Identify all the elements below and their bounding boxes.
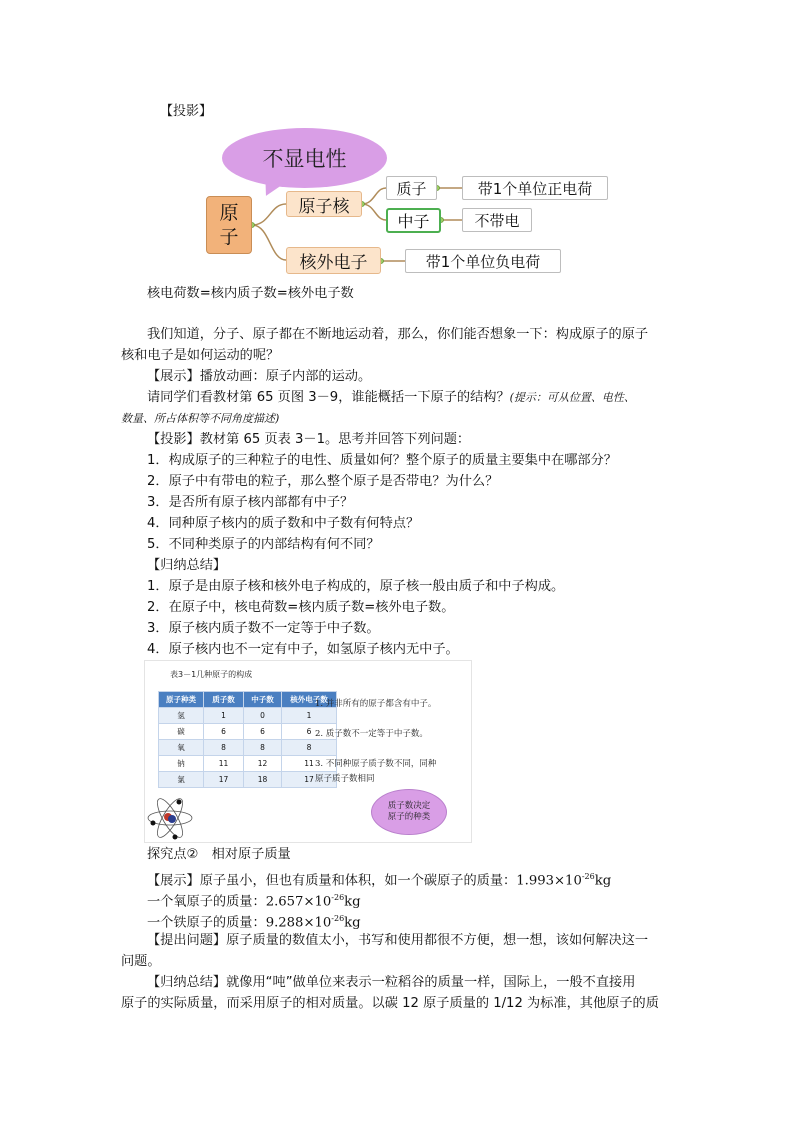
node-neutron-desc: 不带电 [462, 208, 532, 232]
carbon-mass: 1.993×10 [516, 873, 582, 889]
table-cell: 8 [282, 740, 337, 756]
summary-item: 2．在原子中，核电荷数=核内质子数=核外电子数。 [147, 600, 455, 615]
callout-ellipse [371, 789, 447, 835]
callout-line: 原子的种类 [387, 812, 431, 822]
summary2-line: 【归纳总结】就像用“吨”做单位来表示一粒稻谷的质量一样，国际上，一般不直接用 [147, 975, 636, 990]
show-line: 【展示】播放动画：原子内部的运动。 [147, 369, 372, 384]
show2-prefix: 【展示】原子虽小，但也有质量和体积，如一个碳原子的质量： [147, 873, 517, 889]
paragraph-line: 我们知道，分子、原子都在不断地运动着，那么，你们能否想象一下：构成原子的原子 [147, 327, 649, 342]
table-cell: 1 [204, 708, 244, 724]
atom-composition-figure [144, 660, 472, 843]
node-neutron: 中子 [386, 208, 441, 233]
question-line: 问题。 [121, 954, 161, 969]
summary-item: 3．原子核内质子数不一定等于中子数。 [147, 621, 380, 636]
table-header: 原子种类 [159, 692, 204, 708]
table-header: 核外电子数 [282, 692, 337, 708]
connector-root-electron [252, 225, 286, 260]
table-cell: 11 [282, 756, 337, 772]
table-header: 中子数 [244, 692, 282, 708]
table-header-row [159, 692, 337, 708]
node-electron-desc: 带1个单位负电荷 [405, 249, 561, 273]
iron-prefix: 一个铁原子的质量： [147, 915, 266, 931]
iron-mass: 9.288×10 [265, 915, 332, 931]
node-electron: 核外电子 [286, 247, 381, 274]
atom-table [158, 691, 337, 788]
table-cell: 6 [204, 724, 244, 740]
atom-structure-mindmap [200, 128, 620, 278]
iron-unit: kg [344, 915, 361, 931]
table-cell: 17 [282, 772, 337, 788]
ask-main: 请同学们看教材第 65 页图 3－9，谁能概括一下原子的结构？ [147, 390, 510, 405]
table-row [159, 740, 337, 756]
root-char-2: 子 [219, 226, 239, 248]
question-line: 【提出问题】原子质量的数值太小，书写和使用都很不方便，想一想，该如何解决这一 [147, 933, 649, 948]
ask-hint: (提示：可从位置、电性、 [509, 391, 635, 404]
figure-note: 2. 质子数不一定等于中子数。 [315, 729, 428, 739]
bubble-label: 不显电性 [262, 147, 347, 171]
root-char-1: 原 [219, 202, 239, 224]
table-cell: 1 [282, 708, 337, 724]
table-cell: 6 [282, 724, 337, 740]
figure-note: 3. 不同种原子质子数不同，同种 [315, 759, 437, 769]
oxygen-exp: -26 [331, 893, 345, 902]
table-cell: 碳 [159, 724, 204, 740]
table-cell: 8 [244, 740, 282, 756]
table-cell: 氧 [159, 740, 204, 756]
table-cell: 8 [204, 740, 244, 756]
table-cell: 6 [244, 724, 282, 740]
atom-icon [145, 793, 205, 843]
table-cell: 钠 [159, 756, 204, 772]
formula-line: 核电荷数=核内质子数=核外电子数 [147, 286, 354, 301]
carbon-exp: -26 [581, 872, 595, 881]
table-cell: 0 [244, 708, 282, 724]
table-cell: 氢 [159, 708, 204, 724]
question-item: 1．构成原子的三种粒子的电性、质量如何？整个原子的质量主要集中在哪部分？ [147, 453, 617, 468]
projection-label: 【投影】 [160, 104, 213, 119]
connector-nucleus-proton [362, 188, 386, 204]
node-nucleus: 原子核 [286, 191, 362, 217]
node-proton: 质子 [386, 176, 437, 200]
figure-title: 表3－1几种原子的构成 [170, 670, 253, 679]
connector-root-nucleus [252, 204, 286, 225]
section-heading: 探究点② 相对原子质量 [147, 847, 291, 862]
table-cell: 12 [244, 756, 282, 772]
table-row [159, 708, 337, 724]
figure-note: 原子质子数相同 [315, 774, 375, 784]
summary-label: 【归纳总结】 [147, 558, 227, 573]
carbon-unit: kg [594, 873, 612, 889]
table-cell: 18 [244, 772, 282, 788]
ask-hint-cont: 数量、所占体积等不同角度描述) [121, 412, 280, 425]
iron-line [147, 909, 361, 933]
oxygen-mass: 2.657×10 [265, 894, 332, 910]
oxygen-prefix: 一个氧原子的质量： [147, 894, 266, 910]
question-item: 4．同种原子核内的质子数和中子数有何特点？ [147, 516, 420, 531]
question-item: 3．是否所有原子核内部都有中子？ [147, 495, 354, 510]
root-node-atom [206, 196, 252, 254]
table-cell: 氯 [159, 772, 204, 788]
question-item: 2．原子中有带电的粒子，那么整个原子是否带电？为什么？ [147, 474, 499, 489]
table-cell: 11 [204, 756, 244, 772]
summary-item: 1．原子是由原子核和核外电子构成的，原子核一般由质子和中子构成。 [147, 579, 565, 594]
figure-note: 1. 并非所有的原子都含有中子。 [315, 699, 437, 709]
table-cell: 17 [204, 772, 244, 788]
summary-item: 4．原子核内也不一定有中子，如氢原子核内无中子。 [147, 642, 459, 657]
oxygen-unit: kg [344, 894, 361, 910]
table-row [159, 772, 337, 788]
projection2-line: 【投影】教材第 65 页表 3－1。思考并回答下列问题： [147, 432, 471, 447]
connector-nucleus-neutron [362, 204, 386, 220]
table-row [159, 724, 337, 740]
table-header: 质子数 [204, 692, 244, 708]
callout-line: 质子数决定 [387, 801, 431, 811]
table-row [159, 756, 337, 772]
node-proton-desc: 带1个单位正电荷 [462, 176, 608, 200]
iron-exp: -26 [331, 914, 345, 923]
ask-line [147, 388, 635, 408]
question-item: 5．不同种类原子的内部结构有何不同？ [147, 537, 380, 552]
paragraph-line: 核和电子是如何运动的呢？ [121, 348, 280, 363]
summary2-line: 原子的实际质量，而采用原子的相对质量。以碳 12 原子质量的 1/12 为标准，其他原子的质 [121, 996, 659, 1011]
